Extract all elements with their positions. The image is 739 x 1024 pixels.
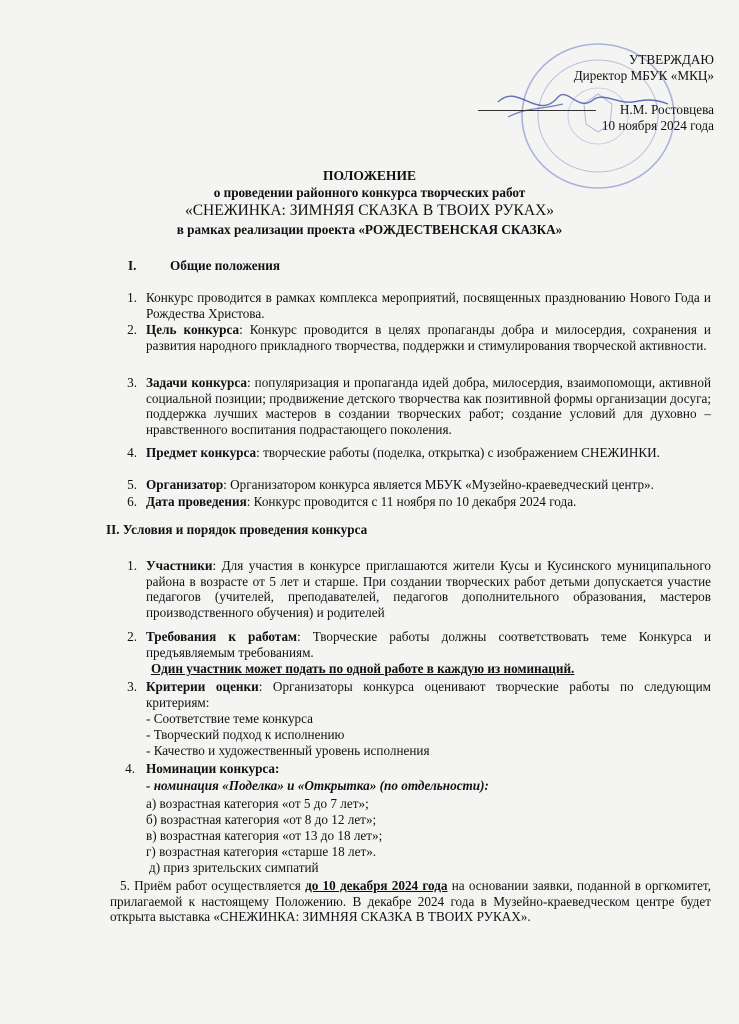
approval-position: Директор МБУК «МКЦ» — [573, 68, 714, 83]
nomination: - номинация «Поделка» и «Открытка» (по отдельности): — [146, 778, 489, 793]
s2-item-2: Требования к работам: Творческие работы должны соответствовать теме Конкурса и предъявляемым требованиям. — [146, 629, 711, 660]
s1-item-number: 4. — [127, 445, 137, 460]
section2-title: II. Условия и порядок проведения конкурса — [106, 522, 368, 537]
category-a: а) возрастная категория «от 5 до 7 лет»; — [146, 796, 369, 811]
approval-title: УТВЕРЖДАЮ — [628, 52, 714, 67]
category-d: г) возрастная категория «старше 18 лет». — [146, 844, 377, 859]
criterion-2: - Творческий подход к исполнению — [146, 727, 345, 742]
s1-item-1: Конкурс проводится в рамках комплекса мероприятий, посвященных празднованию Нового Года и Рождества Христова. — [146, 290, 711, 321]
s1-item-6: Дата проведения: Конкурс проводится с 11 ноября по 10 декабря 2024 года. — [146, 494, 577, 509]
criterion-1: - Соответствие теме конкурса — [146, 711, 314, 726]
s1-item-number: 5. — [127, 477, 137, 492]
s1-item-number: 3. — [127, 375, 137, 390]
doc-subtitle: о проведении районного конкурса творческих работ — [213, 185, 526, 200]
approval-name: Н.М. Ростовцева — [619, 102, 714, 117]
section1-number: I. — [128, 258, 137, 273]
doc-title: ПОЛОЖЕНИЕ — [323, 168, 416, 183]
criterion-3: - Качество и художественный уровень исполнения — [146, 743, 430, 758]
section1-title: Общие положения — [170, 258, 280, 273]
s2-item-3: Критерии оценки: Организаторы конкурса оценивают творческие работы по следующим критериям: — [146, 679, 711, 710]
s1-item-2: Цель конкурса: Конкурс проводится в целях пропаганды добра и милосердия, сохранения и развития народного прикладного творчества, поддержки и стимулирования творческой активности. — [146, 322, 711, 353]
s1-item-3: Задачи конкурса: популяризация и пропаганда идей добра, милосердия, взаимопомощи, активной социальной позиции; продвижение детского творчества как позитивной формы организации досуга; поддержка лучших мастеров в создании творческих работ; создание условий для духовно – нравственного воспитания подрастающего поколения. — [146, 375, 711, 437]
approval-date: 10 ноября 2024 года — [601, 118, 714, 133]
approval-block — [394, 52, 714, 134]
category-e: д) приз зрительских симпатий — [149, 860, 319, 875]
category-c: в) возрастная категория «от 13 до 18 лет»; — [146, 828, 383, 843]
contest-name: «СНЕЖИНКА: ЗИМНЯЯ СКАЗКА В ТВОИХ РУКАХ» — [184, 202, 555, 219]
s1-item-number: 6. — [127, 494, 137, 509]
s2-item-2-note: Один участник может подать по одной работе в каждую из номинаций. — [151, 661, 575, 676]
s2-item-4: Номинации конкурса: — [146, 761, 280, 776]
category-b: б) возрастная категория «от 8 до 12 лет»; — [146, 812, 377, 827]
s1-item-number: 1. — [127, 290, 137, 305]
s2-item-1: Участники: Для участия в конкурсе приглашаются жители Кусы и Кусинского муниципального района в возрасте от 5 лет и старше. При создании творческих работ детьми допускается участие педагогов (учителей, преподавателей, педагогов дополнительного образования, мастеров производственного обучения) и родителей — [146, 558, 711, 620]
project-name: в рамках реализации проекта «РОЖДЕСТВЕНСКАЯ СКАЗКА» — [176, 222, 563, 237]
s1-item-number: 2. — [127, 322, 137, 337]
s1-item-5: Организатор: Организатором конкурса является МБУК «Музейно-краеведческий центр». — [146, 477, 654, 492]
s1-item-4: Предмет конкурса: творческие работы (поделка, открытка) с изображением СНЕЖИНКИ. — [146, 445, 660, 460]
s2-item-5: 5. Приём работ осуществляется до 10 декабря 2024 года на основании заявки, поданной в оргкомитет, прилагаемой к настоящему Положению. В декабре 2024 года в Музейно-краеведческом центре будет открыта выставка «СНЕЖИНКА: ЗИМНЯЯ СКАЗКА В ТВОИХ РУКАХ». — [110, 878, 711, 925]
